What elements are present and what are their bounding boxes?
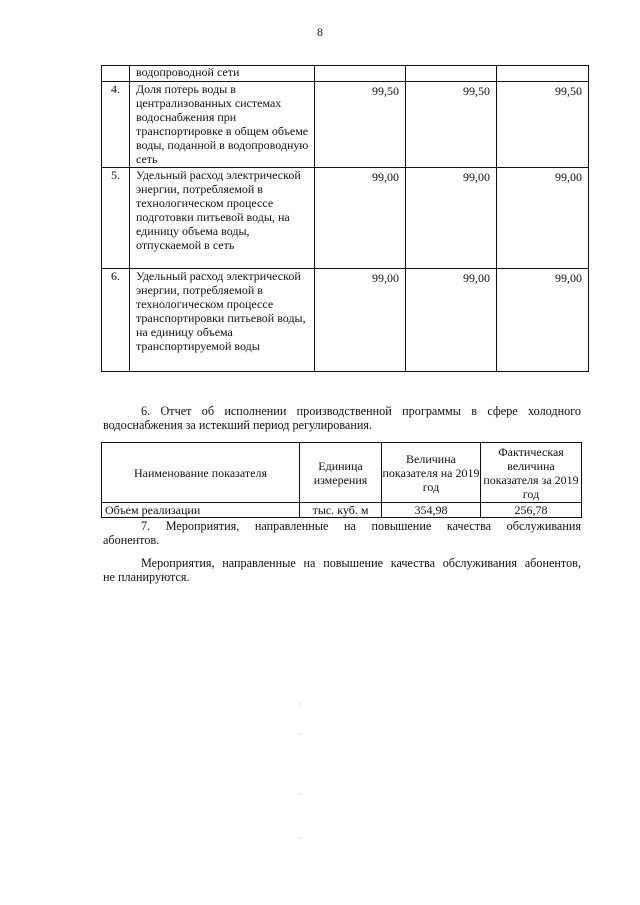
section-7-heading: [103, 519, 581, 547]
table-header-row: [102, 443, 582, 503]
column-header: Величина показателя на 2019 год: [382, 443, 481, 503]
section-7-line-2: абонентов.: [103, 533, 160, 547]
section-6-heading: [103, 404, 581, 432]
table-row: [102, 269, 589, 372]
column-header: Единица измерения: [300, 443, 382, 503]
indicators-table: [101, 65, 589, 372]
indicator-name: Удельный расход электрической энергии, потребляемой в технологическом процессе транспортировки питьевой воды, на единицу объема транспортируемой воды: [130, 269, 315, 372]
scan-speck: ·: [298, 700, 301, 709]
row-number: 5.: [102, 168, 130, 269]
section-7-body: [103, 556, 581, 584]
indicator-name: водопроводной сети: [130, 66, 315, 82]
indicator-value: [406, 66, 497, 82]
section-7-body-line-2: не планируются.: [103, 570, 190, 584]
page-number: 8: [317, 25, 323, 39]
column-header: Наименование показателя: [102, 443, 300, 503]
indicator-name: Объем реализации: [102, 503, 300, 518]
indicator-value: [497, 66, 589, 82]
row-number: 4.: [102, 82, 130, 168]
column-header: Фактическая величина показателя за 2019 год: [481, 443, 582, 503]
section-6-line-1: 6. Отчет об исполнении производственной программы в сфере холодного: [141, 404, 581, 418]
section-7-body-line-1: Мероприятия, направленные на повышение качества обслуживания абонентов,: [141, 556, 581, 570]
indicator-name: Доля потерь воды в централизованных системах водоснабжения при транспортировке в общем объеме воды, поданной в водопроводную сеть: [130, 82, 315, 168]
row-number: [102, 66, 130, 82]
section-7-line-1: 7. Мероприятия, направленные на повышение качества обслуживания: [141, 519, 581, 533]
table-row: [102, 82, 589, 168]
section-6-line-2: водоснабжения за истекший период регулирования.: [103, 418, 373, 432]
indicator-value: 99,00: [406, 269, 497, 372]
report-table: [101, 442, 582, 518]
scan-speck: ·: [298, 790, 301, 799]
fact-value: 256,78: [481, 503, 582, 518]
table-row: [102, 66, 589, 82]
indicator-value: 99,00: [497, 269, 589, 372]
indicator-value: 99,50: [406, 82, 497, 168]
plan-value: 354,98: [382, 503, 481, 518]
scan-speck: ·: [298, 834, 301, 843]
indicator-value: 99,50: [497, 82, 589, 168]
table-row: [102, 168, 589, 269]
unit: тыс. куб. м: [300, 503, 382, 518]
scan-speck: ·: [298, 730, 301, 739]
indicator-name: Удельный расход электрической энергии, потребляемой в технологическом процессе подготовки питьевой воды, на единицу объема воды, отпускаемой в сеть: [130, 168, 315, 269]
row-number: 6.: [102, 269, 130, 372]
table-row: [102, 503, 582, 518]
indicator-value: 99,00: [315, 269, 406, 372]
indicator-value: [315, 66, 406, 82]
indicator-value: 99,00: [406, 168, 497, 269]
indicator-value: 99,00: [315, 168, 406, 269]
indicator-value: 99,50: [315, 82, 406, 168]
indicator-value: 99,00: [497, 168, 589, 269]
